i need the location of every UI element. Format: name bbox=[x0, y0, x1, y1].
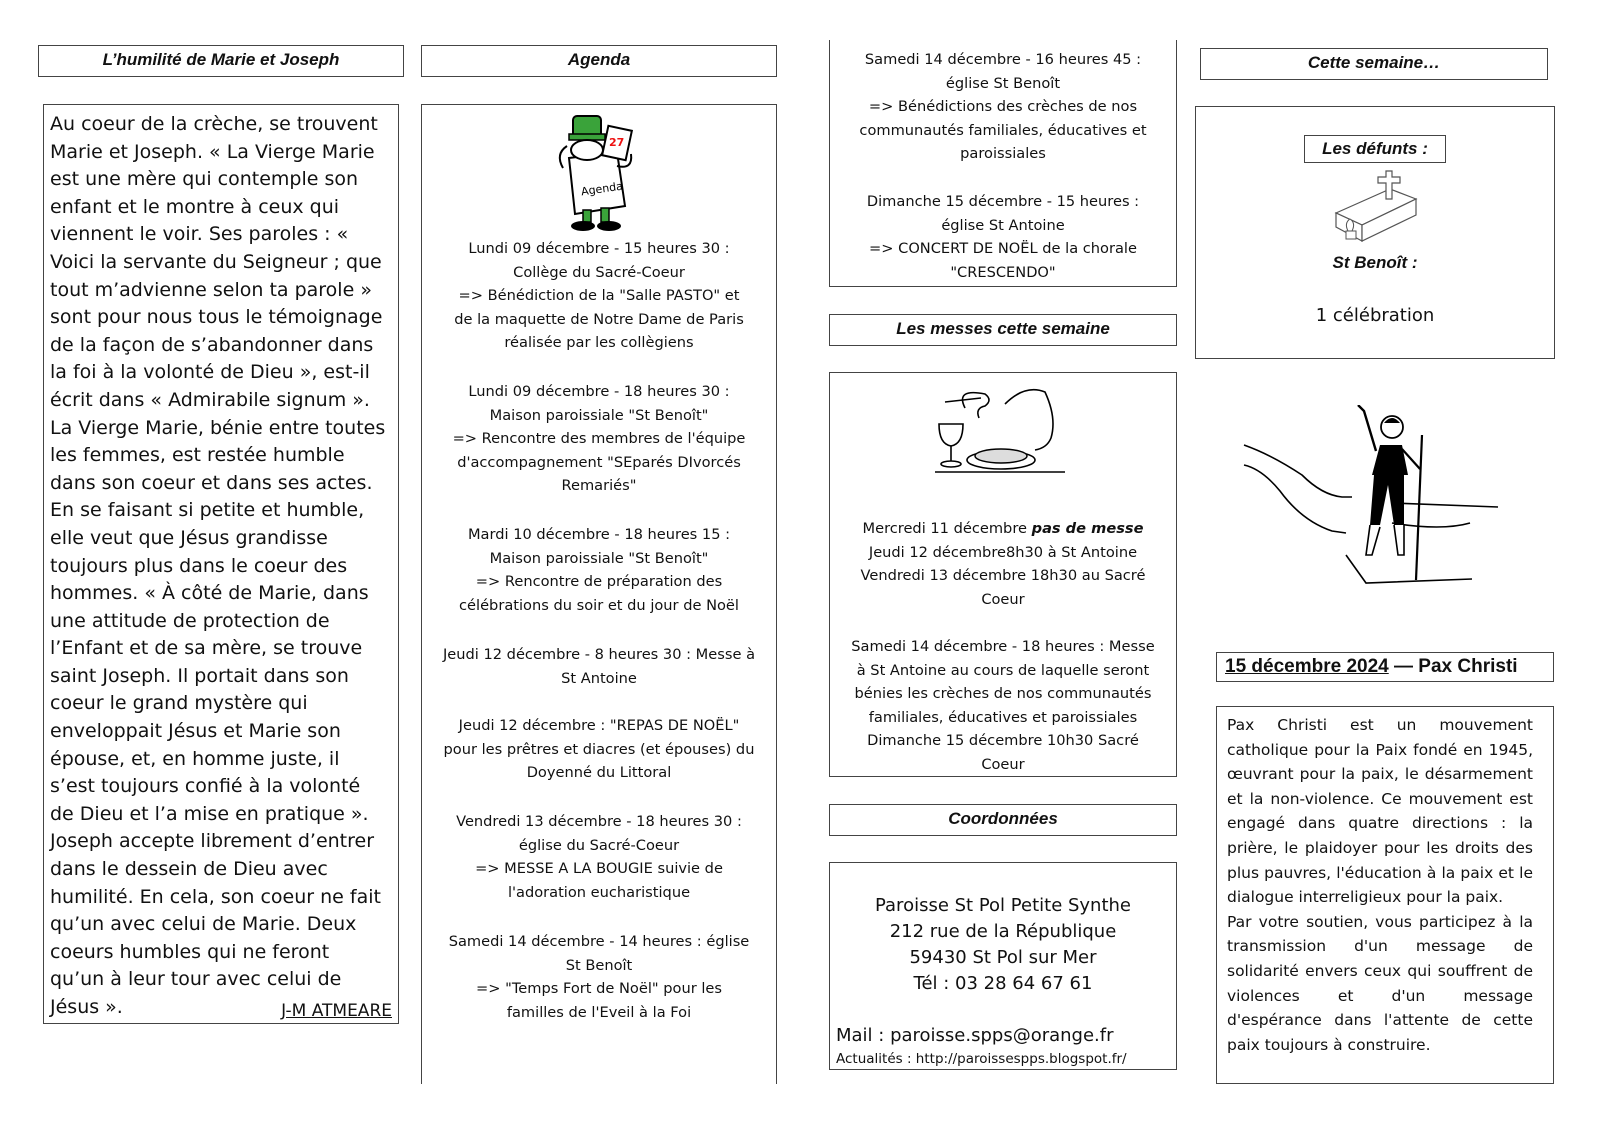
masses-wednesday-text: Mercredi 11 décembre bbox=[862, 520, 1032, 537]
masses-line: Samedi 14 décembre - 18 heures : Messe bbox=[851, 638, 1155, 655]
contact-line: 212 rue de la République bbox=[889, 921, 1117, 942]
masses-line: Coeur bbox=[981, 590, 1025, 608]
event-line: Doyenné du Littoral bbox=[526, 764, 672, 782]
deceased-parish: St Benoît : bbox=[1332, 253, 1418, 272]
event-line: St Antoine bbox=[561, 669, 637, 687]
event-line: => Rencontre des membres de l'équipe bbox=[452, 430, 746, 448]
masses-line: familiales, éducatives et paroissiales bbox=[868, 708, 1138, 726]
masses-line: Dimanche 15 décembre 10h30 Sacré bbox=[867, 732, 1139, 750]
john-baptist-illustration bbox=[1242, 405, 1502, 585]
masses-weekend bbox=[832, 635, 1174, 777]
event-line: Lundi 09 décembre - 18 heures 30 : bbox=[468, 383, 730, 400]
masses-weekdays bbox=[832, 517, 1174, 611]
masses-line: Vendredi 13 décembre 18h30 au Sacré bbox=[860, 567, 1146, 585]
pax-box bbox=[1216, 706, 1554, 1084]
event-line: Remariés" bbox=[561, 477, 637, 495]
event-line: Jeudi 12 décembre : "REPAS DE NOËL" bbox=[458, 717, 740, 734]
event-line: église du Sacré-Coeur bbox=[518, 836, 680, 854]
event-line: paroissiales bbox=[960, 145, 1046, 163]
pax-title bbox=[1216, 652, 1554, 682]
pax-title-text: — Pax Christi bbox=[1388, 656, 1518, 677]
event-line: Samedi 14 décembre - 14 heures : église bbox=[448, 933, 750, 950]
event-line: communautés familiales, éducatives et bbox=[859, 121, 1147, 139]
agenda-event bbox=[424, 523, 774, 617]
meditation-box bbox=[43, 104, 399, 1024]
agenda-event bbox=[832, 48, 1174, 166]
signature: J-M ATMEARE bbox=[281, 1001, 392, 1021]
contact-line: Tél : 03 28 64 67 61 bbox=[913, 973, 1093, 994]
event-line: Lundi 09 décembre - 15 heures 30 : bbox=[468, 240, 730, 257]
pax-paragraph-1: Pax Christi est un mouvement catholique pour la Paix fondé en 1945, œuvrant pour la paix, le désarmement et la non-violence. Ce mouvement est engagé dans quatre directions : la prière, le plaidoyer pour les droits des plus pauvres, l'éducation à la paix et le dialogue interreligieux pour la paix. bbox=[1227, 716, 1533, 907]
event-line: d'accompagnement "SEparés DIvorcés bbox=[457, 453, 741, 471]
week-title: Cette semaine… bbox=[1200, 48, 1548, 80]
event-line: St Benoît bbox=[565, 956, 633, 974]
pax-date: 15 décembre 2024 bbox=[1225, 656, 1389, 677]
pax-text bbox=[1227, 713, 1533, 1057]
event-line: => Bénédictions des crèches de nos bbox=[868, 98, 1138, 116]
event-line: l'adoration eucharistique bbox=[507, 883, 691, 901]
event-line: de la maquette de Notre Dame de Paris bbox=[454, 310, 744, 328]
agenda-event bbox=[424, 237, 774, 355]
contact-mail[interactable]: Mail : paroisse.spps@orange.fr bbox=[836, 1025, 1114, 1046]
tomb-icon bbox=[1330, 165, 1420, 249]
event-line: Vendredi 13 décembre - 18 heures 30 : bbox=[456, 813, 742, 830]
contact-title: Coordonnées bbox=[829, 804, 1177, 836]
event-line: => CONCERT DE NOËL de la chorale bbox=[869, 240, 1137, 258]
masses-line: Coeur bbox=[981, 755, 1025, 773]
agenda-event bbox=[424, 810, 774, 904]
contact-news-link[interactable]: Actualités : http://paroissespps.blogspot.fr/ bbox=[836, 1051, 1127, 1067]
masses-title: Les messes cette semaine bbox=[829, 314, 1177, 346]
agenda-event bbox=[424, 930, 774, 1024]
contact-address bbox=[830, 893, 1176, 997]
agenda-cartoon-label: Agenda bbox=[580, 179, 624, 199]
meditation-body: Au coeur de la crèche, se trouvent Marie et Joseph. « La Vierge Marie est une mère qui contemple son enfant et le montre à ceux qui viennent le voir. Ses paroles : « Voici la servante du Seigneur ; que tout m’advienne selon ta parole » sont pour nous tous le témoignage de la façon de s’abandonner dans la foi à la volonté de Dieu », est-il écrit dans « Admirabile signum ». La Vierge Marie, bénie entre toutes les femmes, est restée humble dans son coeur et dans ses actes. En se faisant si petite et humble, elle veut que Jésus grandisse toujours plus dans le coeur des hommes. « À côté de Marie, dans une attitude de protection de l’Enfant et de sa mère, se trouve saint Joseph. Il portait dans son coeur le grand mystère qui enveloppait Jésus et Marie son épouse, et, en homme juste, il s’est toujours confié à la volonté de Dieu et l’a mise en pratique ». Joseph accepte librement d’entrer dans le dessein de Dieu avec humilité. En cela, son coeur ne fait qu’un avec celui de Marie. Deux coeurs humbles qui ne feront qu’un à leur tour avec celui de Jésus ». bbox=[50, 113, 386, 1018]
event-line: église St Antoine bbox=[941, 216, 1065, 234]
masses-line: bénies les crèches de nos communautés bbox=[854, 685, 1152, 703]
masses-wednesday bbox=[832, 517, 1174, 541]
event-line: Jeudi 12 décembre - 8 heures 30 : Messe à bbox=[442, 646, 756, 663]
event-line: Maison paroissiale "St Benoît" bbox=[489, 549, 709, 567]
week-box bbox=[1195, 106, 1555, 359]
masses-wednesday-note: pas de messe bbox=[1031, 520, 1144, 537]
event-line: => "Temps Fort de Noël" pour les bbox=[476, 980, 722, 998]
event-line: => MESSE A LA BOUGIE suivie de bbox=[475, 860, 723, 878]
chalice-hands-icon bbox=[935, 378, 1065, 478]
masses-line: à St Antoine au cours de laquelle seront bbox=[856, 661, 1150, 679]
deceased-count: 1 célébration bbox=[1315, 305, 1435, 326]
contact-line: Paroisse St Pol Petite Synthe bbox=[874, 895, 1132, 916]
event-line: célébrations du soir et du jour de Noël bbox=[459, 596, 739, 614]
agenda-event bbox=[424, 714, 774, 785]
event-line: Dimanche 15 décembre - 15 heures : bbox=[866, 193, 1140, 210]
event-line: Samedi 14 décembre - 16 heures 45 : bbox=[864, 51, 1142, 68]
event-line: Collège du Sacré-Coeur bbox=[513, 263, 685, 281]
agenda-cartoon-icon bbox=[547, 106, 647, 234]
agenda-event bbox=[424, 643, 774, 690]
event-line: réalisée par les collègiens bbox=[504, 334, 694, 352]
event-line: => Bénédiction de la "Salle PASTO" et bbox=[458, 287, 740, 305]
event-line: église St Benoît bbox=[945, 74, 1061, 92]
event-line: Maison paroissiale "St Benoît" bbox=[489, 406, 709, 424]
event-line: "CRESCENDO" bbox=[950, 263, 1056, 281]
event-line: pour les prêtres et diacres (et épouses) du bbox=[443, 740, 755, 758]
agenda-cartoon-date: 27 bbox=[609, 136, 625, 149]
agenda-title: Agenda bbox=[421, 45, 777, 77]
contact-box bbox=[829, 862, 1177, 1070]
pax-paragraph-2: Par votre soutien, vous participez à la transmission d'un message de solidarité envers ceux qui souffrent de violences et d'un message d'espérance dans l'attente de cette paix toujours à construire. bbox=[1227, 912, 1533, 1054]
meditation-title: L’humilité de Marie et Joseph bbox=[38, 45, 404, 77]
contact-line: 59430 St Pol sur Mer bbox=[909, 947, 1097, 968]
masses-line: Jeudi 12 décembre8h30 à St Antoine bbox=[868, 543, 1138, 561]
event-line: => Rencontre de préparation des bbox=[475, 573, 723, 591]
agenda-event bbox=[832, 190, 1174, 284]
agenda-event bbox=[424, 380, 774, 498]
deceased-title: Les défunts : bbox=[1304, 135, 1446, 163]
event-line: Mardi 10 décembre - 18 heures 15 : bbox=[467, 526, 731, 543]
event-line: familles de l'Eveil à la Foi bbox=[506, 1003, 692, 1021]
